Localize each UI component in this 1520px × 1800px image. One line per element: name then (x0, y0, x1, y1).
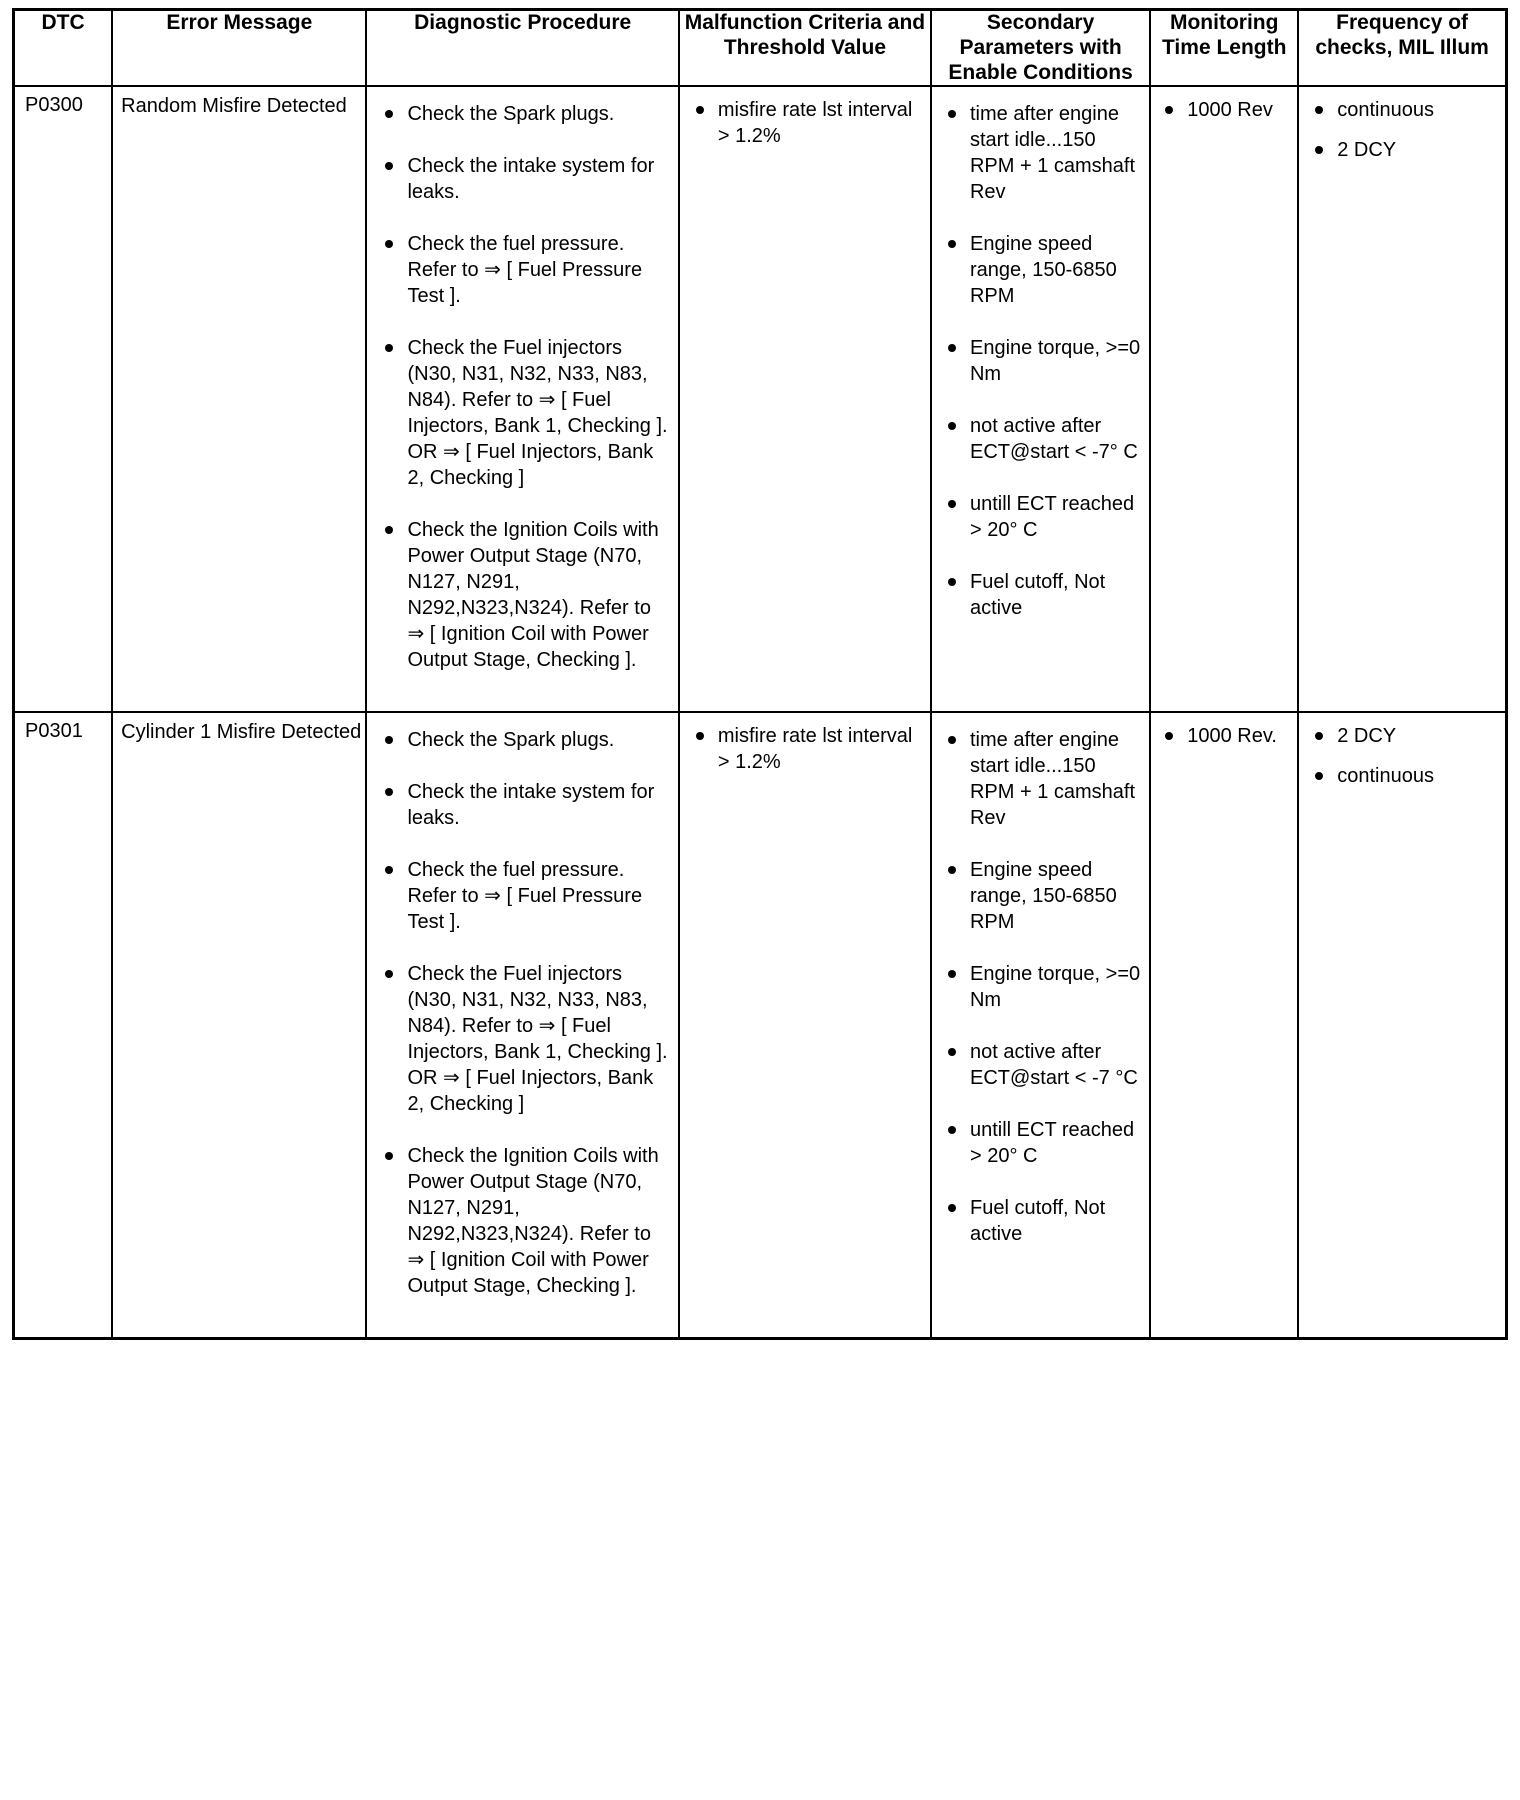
list-item: not active after ECT@start < -7° C (944, 413, 1141, 465)
cell-secondary-parameters (931, 86, 1150, 712)
cell-monitoring-time (1150, 86, 1298, 712)
list-item: Check the Ignition Coils with Power Output Stage (N70, N127, N291, N292,N323,N324). Refer to ⇒ [ Ignition Coil with Power Output Stage, Checking ]. (381, 517, 667, 673)
list-item: Check the fuel pressure. Refer to ⇒ [ Fuel Pressure Test ]. (381, 231, 667, 309)
column-header-malfunction-criteria: Malfunction Criteria and Threshold Value (679, 10, 931, 87)
header-row (14, 10, 1507, 87)
list-item: Check the intake system for leaks. (381, 779, 667, 831)
list-item: time after engine start idle...150 RPM + 1 camshaft Rev (944, 101, 1141, 205)
secondary-parameters-list (944, 101, 1141, 621)
list-item: Engine speed range, 150-6850 RPM (944, 231, 1141, 309)
column-header-monitoring-time: Monitoring Time Length (1150, 10, 1298, 87)
dtc-diagnostic-table (12, 8, 1508, 1340)
list-item: untill ECT reached > 20° C (944, 1117, 1141, 1169)
cell-frequency (1298, 712, 1506, 1339)
cell-diagnostic-procedure (366, 86, 678, 712)
list-item: Engine torque, >=0 Nm (944, 335, 1141, 387)
list-item: misfire rate lst interval > 1.2% (692, 97, 922, 149)
list-item: 2 DCY (1311, 137, 1499, 163)
cell-diagnostic-procedure (366, 712, 678, 1339)
dtc-code: P0300 (25, 94, 83, 117)
list-item: Check the fuel pressure. Refer to ⇒ [ Fuel Pressure Test ]. (381, 857, 667, 935)
list-item: Check the Ignition Coils with Power Output Stage (N70, N127, N291, N292,N323,N324). Refer to ⇒ [ Ignition Coil with Power Output Stage, Checking ]. (381, 1143, 667, 1299)
list-item: Engine speed range, 150-6850 RPM (944, 857, 1141, 935)
column-header-dtc: DTC (14, 10, 113, 87)
list-item: Check the Fuel injectors (N30, N31, N32, N33, N83, N84). Refer to ⇒ [ Fuel Injectors, Bank 1, Checking ]. OR ⇒ [ Fuel Injectors, Bank 2, Checking ] (381, 335, 667, 491)
list-item: continuous (1311, 763, 1499, 789)
dtc-code: P0301 (25, 720, 83, 743)
list-item: time after engine start idle...150 RPM + 1 camshaft Rev (944, 727, 1141, 831)
monitoring-time-list (1161, 723, 1291, 749)
cell-monitoring-time (1150, 712, 1298, 1339)
column-header-error-message: Error Message (112, 10, 366, 87)
cell-dtc (14, 86, 113, 712)
list-item: not active after ECT@start < -7 °C (944, 1039, 1141, 1091)
list-item: untill ECT reached > 20° C (944, 491, 1141, 543)
cell-frequency (1298, 86, 1506, 712)
list-item: Check the Spark plugs. (381, 101, 667, 127)
list-item: Check the Fuel injectors (N30, N31, N32, N33, N83, N84). Refer to ⇒ [ Fuel Injectors, Bank 1, Checking ]. OR ⇒ [ Fuel Injectors, Bank 2, Checking ] (381, 961, 667, 1117)
list-item: 1000 Rev (1161, 97, 1291, 123)
frequency-list (1311, 97, 1499, 163)
diagnostic-procedure-list (381, 101, 667, 673)
frequency-list (1311, 723, 1499, 789)
error-message-text: Random Misfire Detected (121, 95, 347, 118)
cell-malfunction-criteria (679, 712, 931, 1339)
list-item: Check the intake system for leaks. (381, 153, 667, 205)
cell-error-message (112, 86, 366, 712)
table-body (14, 86, 1507, 1339)
list-item: 1000 Rev. (1161, 723, 1291, 749)
column-header-secondary-parameters: Secondary Parameters with Enable Conditions (931, 10, 1150, 87)
table-header (14, 10, 1507, 87)
list-item: continuous (1311, 97, 1499, 123)
list-item: Fuel cutoff, Not active (944, 569, 1141, 621)
cell-secondary-parameters (931, 712, 1150, 1339)
table-row (14, 712, 1507, 1339)
cell-error-message (112, 712, 366, 1339)
cell-dtc (14, 712, 113, 1339)
cell-malfunction-criteria (679, 86, 931, 712)
list-item: Engine torque, >=0 Nm (944, 961, 1141, 1013)
list-item: Check the Spark plugs. (381, 727, 667, 753)
column-header-frequency: Frequency of checks, MIL Illum (1298, 10, 1506, 87)
secondary-parameters-list (944, 727, 1141, 1247)
diagnostic-procedure-list (381, 727, 667, 1299)
table-row (14, 86, 1507, 712)
error-message-text: Cylinder 1 Misfire Detected (121, 721, 362, 744)
column-header-diagnostic-procedure: Diagnostic Procedure (366, 10, 678, 87)
list-item: Fuel cutoff, Not active (944, 1195, 1141, 1247)
malfunction-criteria-list (692, 97, 922, 149)
list-item: 2 DCY (1311, 723, 1499, 749)
malfunction-criteria-list (692, 723, 922, 775)
list-item: misfire rate lst interval > 1.2% (692, 723, 922, 775)
monitoring-time-list (1161, 97, 1291, 123)
